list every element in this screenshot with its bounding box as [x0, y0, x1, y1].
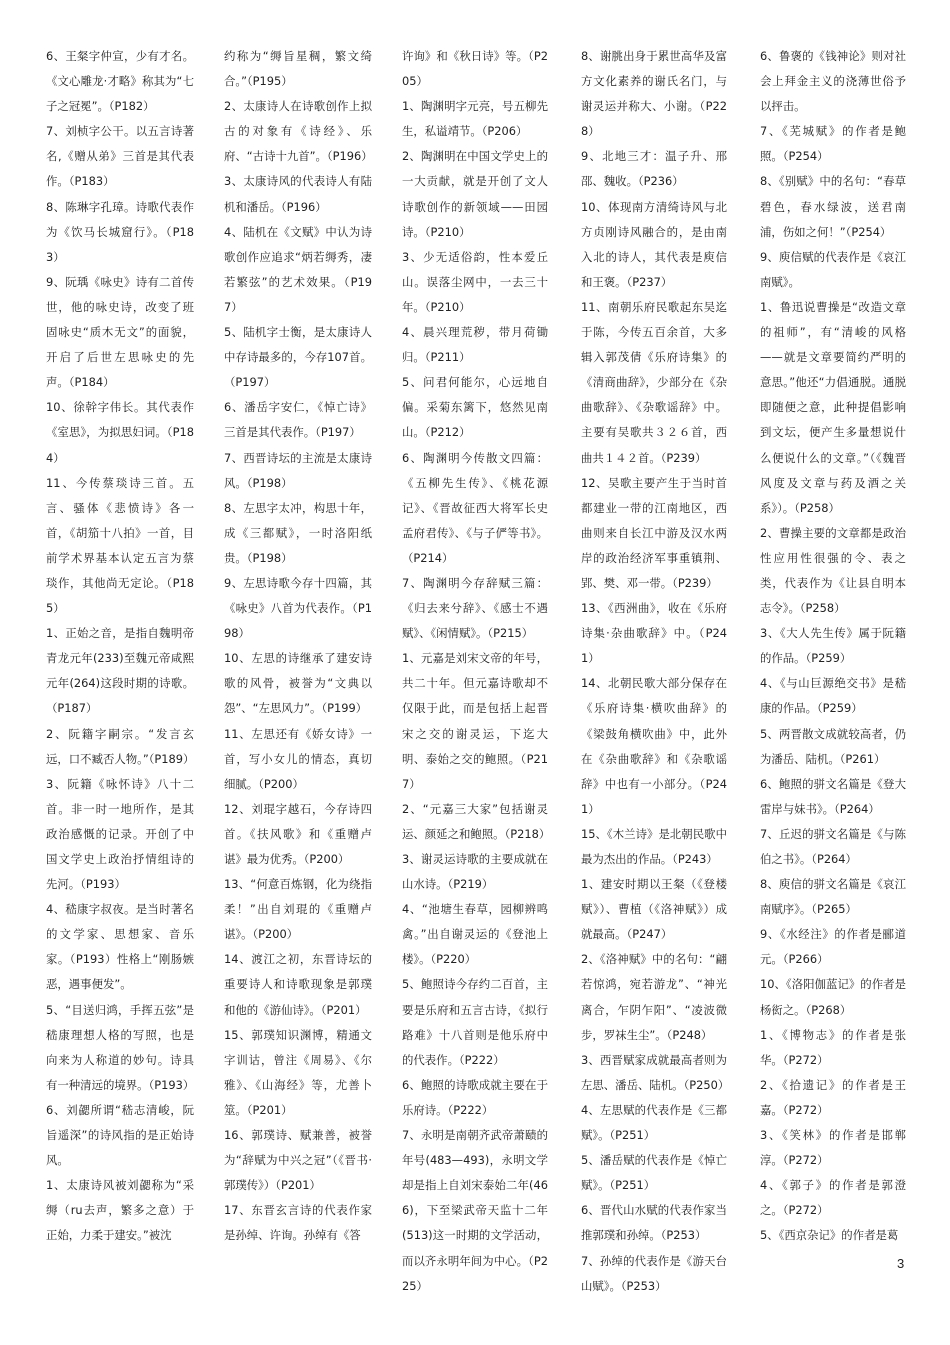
text-column-4 — [581, 44, 730, 1299]
paragraph: 9、北地三才：温子升、邢邵、魏收。（P236） — [581, 149, 727, 189]
paragraph: 1、鲁迅说曹操是“改造文章的祖师”，有“清峻的风格——就是文章要简约严明的意思。”他还“力倡通脱。通脱即随便之意，此种提倡影响到文坛，便产生多量想说什么便说什么的文章。”（《魏晋风度及文章与药及酒之关系》）。（P258） — [760, 299, 906, 515]
paragraph: 2、陶渊明在中国文学史上的一大贡献，就是开创了文人诗歌创作的新领域——田园诗。（P210） — [402, 149, 548, 239]
paragraph: 1、陶渊明字元亮，号五柳先生，私谥靖节。（P206） — [402, 99, 548, 139]
paragraph: 11、南朝乐府民歌起东吴迄于陈，今传五百余首，大多辑入郭茂倩《乐府诗集》的《清商曲辞》，少部分在《杂曲歌辞》、《杂歌谣辞》中。主要有吴歌共３２６首，西曲共１４２首。（P239） — [581, 299, 727, 465]
paragraph: 许询》和《秋日诗》等。（P205） — [402, 49, 548, 89]
paragraph: 10、体现南方清绮诗风与北方贞刚诗风融合的，是由南入北的诗人，其代表是庾信和王褒。（P237） — [581, 199, 727, 289]
paragraph: 7、永明是南朝齐武帝萧赜的年号(483—493)，永明文学却是指上自刘宋泰始二年(466)，下至梁武帝天监十二年(513)这一时期的文学活动，而以齐永明年间为中心。（P225） — [402, 1128, 548, 1293]
paragraph: 13、《西洲曲》，收在《乐府诗集·杂曲歌辞》中。（P241） — [581, 601, 727, 666]
paragraph: 5、“目送归鸿，手挥五弦”是嵇康理想人格的写照，也是向来为人称道的妙句。诗具有一种清远的境界。（P193） — [46, 1002, 195, 1092]
paragraph: 2、“元嘉三大家”包括谢灵运、颜延之和鲍照。（P218） — [402, 801, 551, 841]
paragraph: 6、晋代山水赋的代表作家当推郭璞和孙绰。（P253） — [581, 1203, 727, 1243]
paragraph: 1、建安时期以王粲（《登楼赋》）、曹植（《洛神赋》）成就最高。（P247） — [581, 877, 727, 942]
paragraph: 10、《洛阳伽蓝记》的作者是杨衒之。（P268） — [760, 977, 906, 1017]
paragraph: 4、《与山巨源绝交书》是嵇康的作品。（P259） — [760, 676, 906, 716]
paragraph: 4、“池塘生春草，园柳辨鸣禽。”出自谢灵运的《登池上楼》。（P220） — [402, 902, 548, 967]
paragraph: 3、谢灵运诗歌的主要成就在山水诗。（P219） — [402, 852, 548, 892]
paragraph: 3、少无适俗韵，性本爱丘山。误落尘网中，一去三十年。（P210） — [402, 249, 548, 314]
paragraph: 7、丘迟的骈文名篇是《与陈伯之书》。（P264） — [760, 826, 906, 866]
paragraph: 8、《别赋》中的名句：“春草碧色，春水绿波，送君南浦，伤如之何！”（P254） — [760, 174, 906, 239]
paragraph: 8、谢朓出身于累世高华及富方文化素养的谢氏名门，与谢灵运并称大、小谢。（P228） — [581, 49, 727, 139]
paragraph: 11、左思还有《娇女诗》一首，写小女儿的情态，真切细腻。（P200） — [224, 726, 372, 791]
paragraph: 4、嵇康字叔夜。是当时著名的文学家、思想家、音乐家。（P193）性格上“刚肠嫉恶，遇事便发”。 — [46, 902, 194, 992]
text-column-2 — [224, 44, 372, 1249]
paragraph: 10、徐幹字伟长。其代表作《室思》，为拟思妇词。（P184） — [46, 400, 194, 465]
text-column-3 — [402, 44, 551, 1299]
paragraph: 2、阮籍字嗣宗。“发言玄远，口不臧否人物。”（P189） — [46, 726, 195, 766]
paragraph: 15、《木兰诗》是北朝民歌中最为杰出的作品。（P243） — [581, 826, 727, 866]
paragraph: 3、阮籍《咏怀诗》八十二首。非一时一地所作，是其政治感慨的记录。开创了中国文学史上政治抒情组诗的先河。（P193） — [46, 776, 194, 892]
paragraph: 1、太康诗风被刘勰称为“采缛（ru去声，繁多之意）于正始，力柔于建安。”被沈 — [46, 1178, 194, 1243]
paragraph: 7、刘桢字公干。以五言诗著名,《赠从弟》三首是其代表作。（P183） — [46, 124, 194, 189]
paragraph: 12、刘琨字越石，今存诗四首。《扶风歌》和《重赠卢谌》最为优秀。（P200） — [224, 801, 372, 866]
paragraph: 1、正始之音，是指自魏明帝青龙元年(233)至魏元帝咸熙元年(264)这段时期的诗歌。（P187） — [46, 626, 194, 716]
paragraph: 8、左思字太冲，构思十年，成《三都赋》，一时洛阳纸贵。（P198） — [224, 500, 372, 565]
paragraph: 9、阮瑀《咏史》诗有二首传世，他的咏史诗，改变了班固咏史“质木无文”的面貌，开启了后世左思咏史的先声。（P184） — [46, 274, 194, 390]
paragraph: 11、今传蔡琰诗三首。五言、骚体《悲愤诗》各一首，《胡笳十八拍》一首，目前学术界基本认定五言为蔡琰作，其他尚无定论。（P185） — [46, 475, 194, 616]
paragraph: 6、鲍照的诗歌成就主要在于乐府诗。（P222） — [402, 1077, 548, 1117]
paragraph: 6、鲍照的骈文名篇是《登大雷岸与妹书》。（P264） — [760, 776, 906, 816]
paragraph: 5、鲍照诗今存约二百首，主要是乐府和五言古诗，《拟行路难》十八首则是他乐府中的代表作。（P222） — [402, 977, 548, 1067]
paragraph: 8、庾信的骈文名篇是《哀江南赋序》。（P265） — [760, 877, 906, 917]
paragraph: 9、左思诗歌今存十四篇，其《咏史》八首为代表作。（P198） — [224, 575, 372, 641]
text-column-1 — [46, 44, 194, 1249]
paragraph: 2、太康诗人在诗歌创作上拟古的对象有《诗经》、乐府、“古诗十九首”。（P196） — [224, 99, 373, 164]
paragraph: 约称为“缛旨星稠，繁文绮合。”（P195） — [224, 49, 372, 89]
paragraph: 2、《拾遗记》的作者是王嘉。（P272） — [760, 1077, 906, 1117]
paragraph: 4、《郭子》的作者是郭澄之。（P272） — [760, 1178, 906, 1218]
paragraph: 3、西晋赋家成就最高者则为左思、潘岳、陆机。（P250） — [581, 1052, 730, 1092]
paragraph: 5、潘岳赋的代表作是《悼亡赋》。（P251） — [581, 1153, 727, 1193]
paragraph: 16、郭璞诗、赋兼善，被誉为“辞赋为中兴之冠”（《晋书·郭璞传》）（P201） — [224, 1128, 372, 1193]
paragraph: 2、曹操主要的文章都是政治性应用性很强的令、表之类，代表作为《让县自明本志令》。（P258） — [760, 525, 906, 616]
paragraph: 7、《芜城赋》的作者是鲍照。（P254） — [760, 124, 906, 164]
paragraph: 15、郭璞知识渊博，精通文字训诂，曾注《周易》、《尔雅》、《山海经》等，尤善卜筮。（P201） — [224, 1027, 372, 1117]
paragraph: 7、西晋诗坛的主流是太康诗风。（P198） — [224, 450, 372, 490]
paragraph: 5、《西京杂记》的作者是葛 — [760, 1228, 899, 1243]
paragraph: 4、陆机在《文赋》中认为诗歌创作应追求“炳若缛秀，凄若繁弦”的艺术效果。（P197） — [224, 224, 372, 314]
paragraph: 17、东晋玄言诗的代表作家是孙绰、许询。孙绰有《答 — [224, 1203, 372, 1243]
paragraph: 10、左思的诗继承了建安诗歌的风骨，被誉为“文典以怨”、“左思风力”。（P199） — [224, 651, 372, 716]
paragraph: 6、鲁褒的《钱神论》则对社会上拜金主义的浇薄世俗予以抨击。 — [760, 49, 906, 114]
paragraph: 9、《水经注》的作者是郦道元。（P266） — [760, 927, 906, 967]
paragraph: 13、“何意百炼钢，化为绕指柔！”出自刘琨的《重赠卢谌》。（P200） — [224, 877, 372, 942]
paragraph: 5、两晋散文成就较高者，仍为潘岳、陆机。（P261） — [760, 726, 906, 766]
paragraph: 3、太康诗风的代表诗人有陆机和潘岳。（P196） — [224, 174, 372, 214]
paragraph: 12、吴歌主要产生于当时首都建业一带的江南地区，西曲则来自长江中游及汉水两岸的政治经济军事重镇荆、郢、樊、邓一带。（P239） — [581, 475, 727, 590]
paragraph: 4、晨兴理荒秽，带月荷锄归。（P211） — [402, 325, 548, 365]
paragraph: 4、左思赋的代表作是《三都赋》。（P251） — [581, 1102, 727, 1143]
paragraph: 7、陶渊明今存辞赋三篇：《归去来兮辞》、《感士不遇赋》、《闲情赋》。（P215） — [402, 575, 548, 641]
paragraph: 1、《博物志》的作者是张华。（P272） — [760, 1027, 906, 1067]
paragraph: 6、王粲字仲宣，少有才名。《文心雕龙·才略》称其为“七子之冠冕”。（P182） — [46, 49, 194, 114]
paragraph: 5、陆机字士衡，是太康诗人中存诗最多的，今存107首。（P197） — [224, 325, 372, 390]
page-number: 3 — [897, 1256, 905, 1271]
paragraph: 3、《大人先生传》属于阮籍的作品。（P259） — [760, 626, 906, 666]
paragraph: 6、刘勰所谓“嵇志清峻，阮旨遥深”的诗风指的是正始诗风。 — [46, 1102, 194, 1168]
paragraph: 9、庾信赋的代表作是《哀江南赋》。 — [760, 249, 906, 289]
text-column-5 — [760, 44, 906, 1249]
paragraph: 2、《洛神赋》中的名句：“翩若惊鸿，宛若游龙”、“神光离合，乍阴乍阳”、“凌波微步，罗袜生尘”。（P248） — [581, 952, 727, 1042]
paragraph: 6、潘岳字安仁，《悼亡诗》三首是其代表作。（P197） — [224, 400, 372, 440]
paragraph: 6、陶渊明今传散文四篇：《五柳先生传》、《桃花源记》、《晋故征西大将军长史孟府君传》、《与子俨等书》。（P214） — [402, 450, 548, 565]
paragraph: 14、渡江之初，东晋诗坛的重要诗人和诗歌现象是郭璞和他的《游仙诗》。（P201） — [224, 952, 372, 1017]
paragraph: 1、元嘉是刘宋文帝的年号，共二十年。但元嘉诗歌却不仅限于此，而是包括上起晋宋之交的谢灵运，下迄大明、泰始之交的鲍照。（P217） — [402, 651, 548, 791]
paragraph: 5、问君何能尔，心远地自偏。采菊东篱下，悠然见南山。（P212） — [402, 375, 548, 440]
paragraph: 7、孙绰的代表作是《游天台山赋》。（P253） — [581, 1253, 727, 1293]
paragraph: 3、《笑林》的作者是邯郸淳。（P272） — [760, 1128, 906, 1168]
paragraph: 8、陈琳字孔璋。诗歌代表作为《饮马长城窟行》。（P183） — [46, 199, 194, 264]
paragraph: 14、北朝民歌大部分保存在《乐府诗集·横吹曲辞》的《梁鼓角横吹曲》中，此外在《杂曲歌辞》和《杂歌谣辞》中也有一小部分。（P241） — [581, 676, 727, 816]
